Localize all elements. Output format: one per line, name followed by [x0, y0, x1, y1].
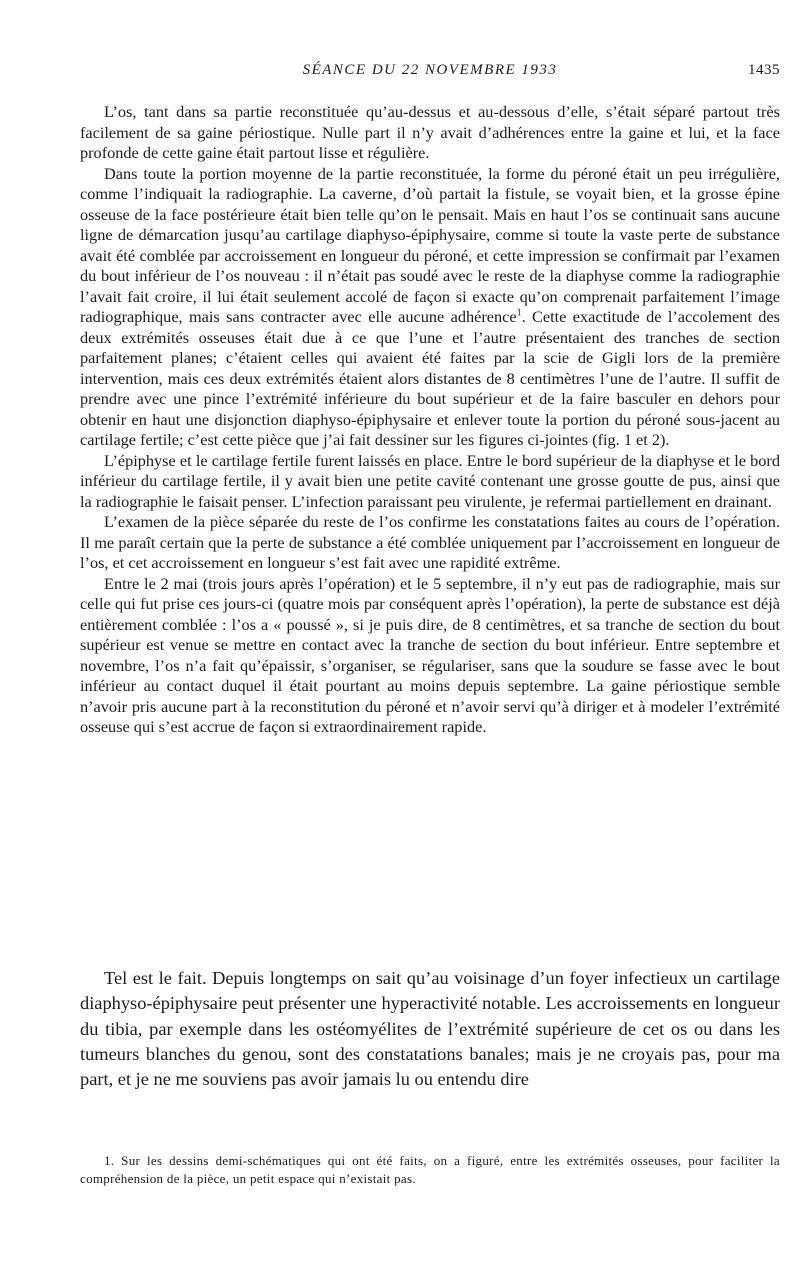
page-header — [80, 62, 780, 86]
footnote-text: 1. Sur les dessins demi-schématiques qui ont été faits, on a figuré, entre les extrémités osseuses, pour faciliter la compréhension de la pièce, un petit espace qui n’existait pas. — [80, 1153, 780, 1186]
page-number: 1435 — [748, 62, 780, 78]
paragraph-4: L’examen de la pièce séparée du reste de l’os confirme les constatations faites au cours de l’opération. Il me paraît certain que la perte de substance a été comblée uniquement par l’accroissement en longueur de l’os, et cet accroissement en longueur s’est fait avec une rapidité extrême. — [80, 512, 780, 572]
paragraph-3: L’épiphyse et le cartilage fertile furent laissés en place. Entre le bord supérieur de la diaphyse et le bord inférieur du cartilage fertile, il y avait bien une petite cavité contenant une grosse goutte de pus, ainsi que la radiographie le faisait penser. L’infection paraissant peu virulente, je refermai partiellement en drainant. — [80, 450, 780, 511]
paragraph-2-continuation: . Cette exactitude de l’accolement des deux extrémités osseuses était due à ce que l’une et l’autre présentaient des tranches de section parfaitement planes; c’étaient celles qui avaient été faites par la scie de Gigli lors de la première intervention, mais ces deux extrémités étaient alors distantes de 8 centimètres l’une de l’autre. Il suffit de prendre avec une pince l’extrémité inférieure du bout supérieur et de la faire basculer en dehors pour obtenir en haut une disjonction diaphyso-épiphysaire et enlever toute la portion du péroné sous-jacent au cartilage fertile; c’est cette pièce que j’ai fait dessiner sur les figures ci-jointes (fig. 1 et 2). — [80, 307, 780, 449]
paragraph-2 — [80, 164, 780, 451]
running-title: SÉANCE DU 22 NOVEMBRE 1933 — [302, 62, 558, 78]
footnote-marker: 1 — [516, 307, 522, 319]
footnote — [80, 1152, 780, 1187]
large-print-paragraph: Tel est le fait. Depuis longtemps on sait qu’au voisinage d’un foyer infectieux un cartilage diaphyso-épiphysaire peut présenter une hyperactivité notable. Les accroissements en longueur du tibia, par exemple dans les ostéomyélites de l’extrémité supérieure de cet os ou dans les tumeurs blanches du genou, sont des constatations banales; mais je ne croyais pas, pour ma part, et je ne me souviens pas avoir jamais lu ou entendu dire — [80, 968, 780, 1090]
paragraph-2-text: Dans toute la portion moyenne de la partie reconstituée, la forme du péroné était un peu irrégulière, comme l’indiquait la radiographie. La caverne, d’où partait la fistule, se voyait bien, et la grosse épine osseuse de la face postérieure était bien telle qu’on le pensait. Mais en haut l’os se continuait sans aucune ligne de démarcation jusqu’au cartilage diaphyso-épiphysaire, comme si toute la vaste perte de substance avait été comblée par accroissement en longueur du péroné, et cette impression se confirmait par l’examen du bout inférieur de l’os nouveau : il n’était pas soudé avec le reste de la diaphyse comme la radiographie l’avait fait croire, il lui était seulement accolé de façon si exacte qu’on comprenait parfaitement l’image radiographique, mais sans contracter avec elle aucune adhérence — [80, 163, 780, 326]
large-print-section — [80, 966, 780, 1092]
body-text — [80, 102, 780, 738]
paragraph-1: L’os, tant dans sa partie reconstituée qu’au-dessus et au-dessous d’elle, s’était séparé partout très facilement de sa gaine périostique. Nulle part il n’y avait d’adhérences entre la gaine et lui, et la face profonde de cette gaine était partout lisse et régulière. — [80, 102, 780, 162]
paragraph-5: Entre le 2 mai (trois jours après l’opération) et le 5 septembre, il n’y eut pas de radiographie, mais sur celle qui fut prise ces jours-ci (quatre mois par conséquent après l’opération), la perte de substance est déjà entièrement comblée : l’os a « poussé », si je puis dire, de 8 centimètres, et sa tranche de section du bout supérieur est venue se mettre en contact avec la tranche de section du bout inférieur. Entre septembre et novembre, l’os n’a fait qu’épaissir, s’organiser, se régulariser, sans que la soudure se fasse avec le bout inférieur au contact duquel il était pourtant au moins depuis septembre. La gaine périostique semble n’avoir pris aucune part à la reconstitution du péroné et n’avoir servi qu’à diriger et à modeler l’extrémité osseuse qui s’est accrue de façon si extraordinairement rapide. — [80, 573, 780, 736]
